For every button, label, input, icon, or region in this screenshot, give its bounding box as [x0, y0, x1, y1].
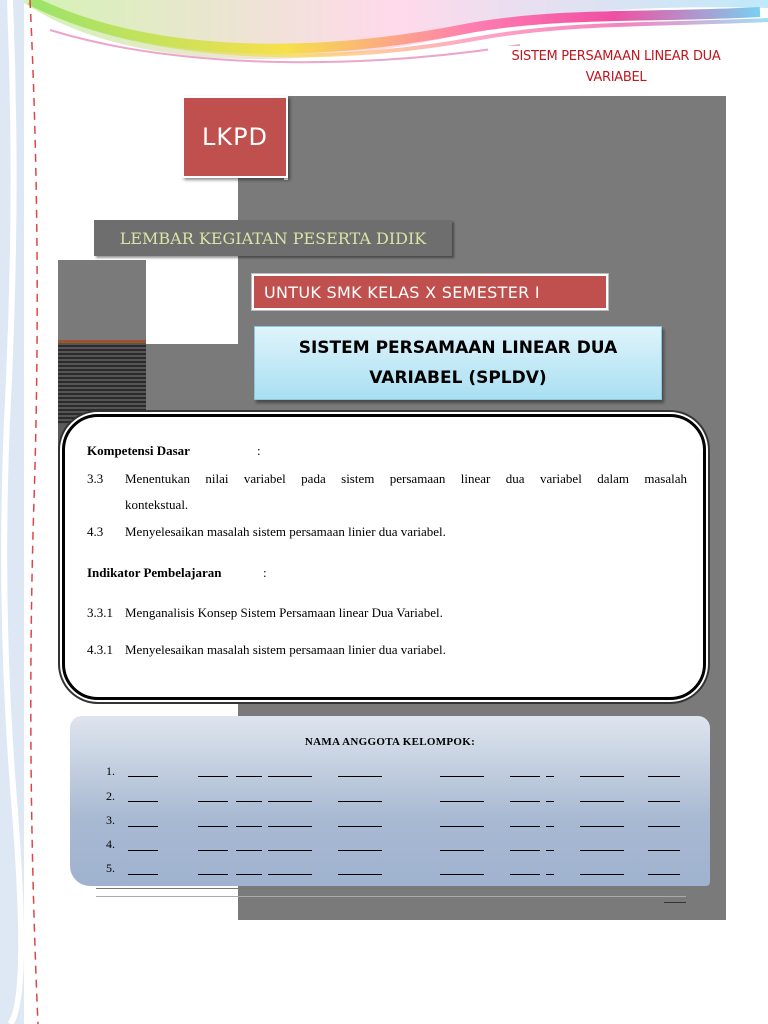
- name-blank-line[interactable]: [546, 850, 554, 851]
- name-blank-line[interactable]: [128, 776, 158, 777]
- name-blank-line[interactable]: [510, 850, 540, 851]
- name-blank-line[interactable]: [268, 776, 312, 777]
- kd-number: 3.3: [87, 471, 104, 486]
- kompetensi-heading: Kompetensi Dasar: [87, 443, 190, 458]
- indikator-text: Menyelesaikan masalah sistem persamaan linier dua variabel.: [125, 642, 446, 657]
- name-blank-line[interactable]: [648, 776, 680, 777]
- kd-text: Menyelesaikan masalah sistem persamaan linier dua variabel.: [125, 524, 446, 539]
- indikator-number: 3.3.1: [87, 605, 113, 620]
- divider-line: [96, 888, 686, 889]
- kd-number: 4.3: [87, 524, 104, 539]
- name-blank-line[interactable]: [268, 850, 312, 851]
- topic-title-line2: VARIABEL (SPLDV): [369, 368, 547, 388]
- name-blank-line[interactable]: [440, 776, 484, 777]
- name-blank-line[interactable]: [510, 801, 540, 802]
- name-blank-line[interactable]: [648, 850, 680, 851]
- decorative-square: [146, 344, 238, 414]
- name-blank-line[interactable]: [268, 826, 312, 827]
- kompetensi-colon: :: [257, 443, 261, 458]
- name-blank-line[interactable]: [440, 850, 484, 851]
- name-blank-line[interactable]: [648, 826, 680, 827]
- anggota-kelompok-box: [70, 716, 710, 886]
- name-blank-line[interactable]: [236, 826, 262, 827]
- name-blank-line[interactable]: [128, 874, 158, 875]
- kompetensi-box: [62, 414, 706, 700]
- name-blank-line[interactable]: [580, 826, 624, 827]
- name-blank-line[interactable]: [546, 776, 554, 777]
- decorative-square: [58, 260, 146, 340]
- lkpd-badge: LKPD: [182, 96, 288, 178]
- name-blank-line[interactable]: [268, 801, 312, 802]
- name-blank-line[interactable]: [648, 801, 680, 802]
- name-blank-line[interactable]: [338, 874, 382, 875]
- indikator-text: Menganalisis Konsep Sistem Persamaan linear Dua Variabel.: [125, 605, 443, 620]
- name-blank-line[interactable]: [580, 850, 624, 851]
- name-blank-line[interactable]: [510, 826, 540, 827]
- name-blank-line[interactable]: [198, 874, 228, 875]
- indikator-heading: Indikator Pembelajaran: [87, 565, 222, 580]
- name-blank-line[interactable]: [236, 850, 262, 851]
- name-blank-line[interactable]: [268, 874, 312, 875]
- topic-title-line1: SISTEM PERSAMAAN LINEAR DUA: [298, 338, 618, 358]
- kd-text: Menentukan nilai variabel pada sistem persamaan linear dua variabel dalam masalah: [125, 471, 687, 486]
- name-blank-line[interactable]: [198, 776, 228, 777]
- name-blank-line[interactable]: [546, 874, 554, 875]
- name-blank-line[interactable]: [128, 850, 158, 851]
- indikator-number: 4.3.1: [87, 642, 113, 657]
- name-blank-line[interactable]: [338, 826, 382, 827]
- name-blank-line[interactable]: [198, 826, 228, 827]
- anggota-row-number: 4.: [106, 837, 115, 851]
- name-blank-line[interactable]: [236, 874, 262, 875]
- name-blank-line[interactable]: [440, 801, 484, 802]
- name-blank-line[interactable]: [236, 776, 262, 777]
- untuk-smk-label: UNTUK SMK KELAS X SEMESTER I: [252, 274, 608, 310]
- name-blank-line[interactable]: [546, 826, 554, 827]
- name-blank-line[interactable]: [580, 776, 624, 777]
- topic-title: [254, 326, 662, 400]
- name-blank-line[interactable]: [198, 850, 228, 851]
- name-blank-line[interactable]: [580, 801, 624, 802]
- name-blank-line[interactable]: [510, 776, 540, 777]
- left-border-decoration: [0, 0, 60, 1024]
- name-blank-line[interactable]: [198, 801, 228, 802]
- indikator-colon: :: [263, 565, 267, 580]
- name-blank-line[interactable]: [648, 874, 680, 875]
- name-blank-line[interactable]: [128, 826, 158, 827]
- lembar-kegiatan-title: LEMBAR KEGIATAN PESERTA DIDIK: [94, 220, 452, 256]
- name-blank-line[interactable]: [510, 874, 540, 875]
- name-blank-line[interactable]: [338, 801, 382, 802]
- name-blank-line[interactable]: [440, 826, 484, 827]
- divider-line: [96, 896, 686, 897]
- name-blank-line[interactable]: [338, 776, 382, 777]
- anggota-title: NAMA ANGGOTA KELOMPOK:: [304, 736, 476, 748]
- name-blank-line[interactable]: [236, 801, 262, 802]
- kd-text-cont: kontekstual.: [125, 497, 189, 512]
- name-blank-line[interactable]: [546, 801, 554, 802]
- name-blank-line[interactable]: [128, 801, 158, 802]
- name-blank-line[interactable]: [580, 874, 624, 875]
- name-blank-line[interactable]: [440, 874, 484, 875]
- anggota-row-number: 5.: [106, 861, 115, 875]
- anggota-row-number: 2.: [106, 789, 115, 803]
- header-title: SISTEM PERSAMAAN LINEAR DUA VARIABEL: [488, 46, 744, 94]
- name-blank-line[interactable]: [338, 850, 382, 851]
- anggota-row-number: 3.: [106, 813, 115, 827]
- anggota-row-number: 1.: [106, 764, 115, 778]
- divider-line: [664, 902, 686, 903]
